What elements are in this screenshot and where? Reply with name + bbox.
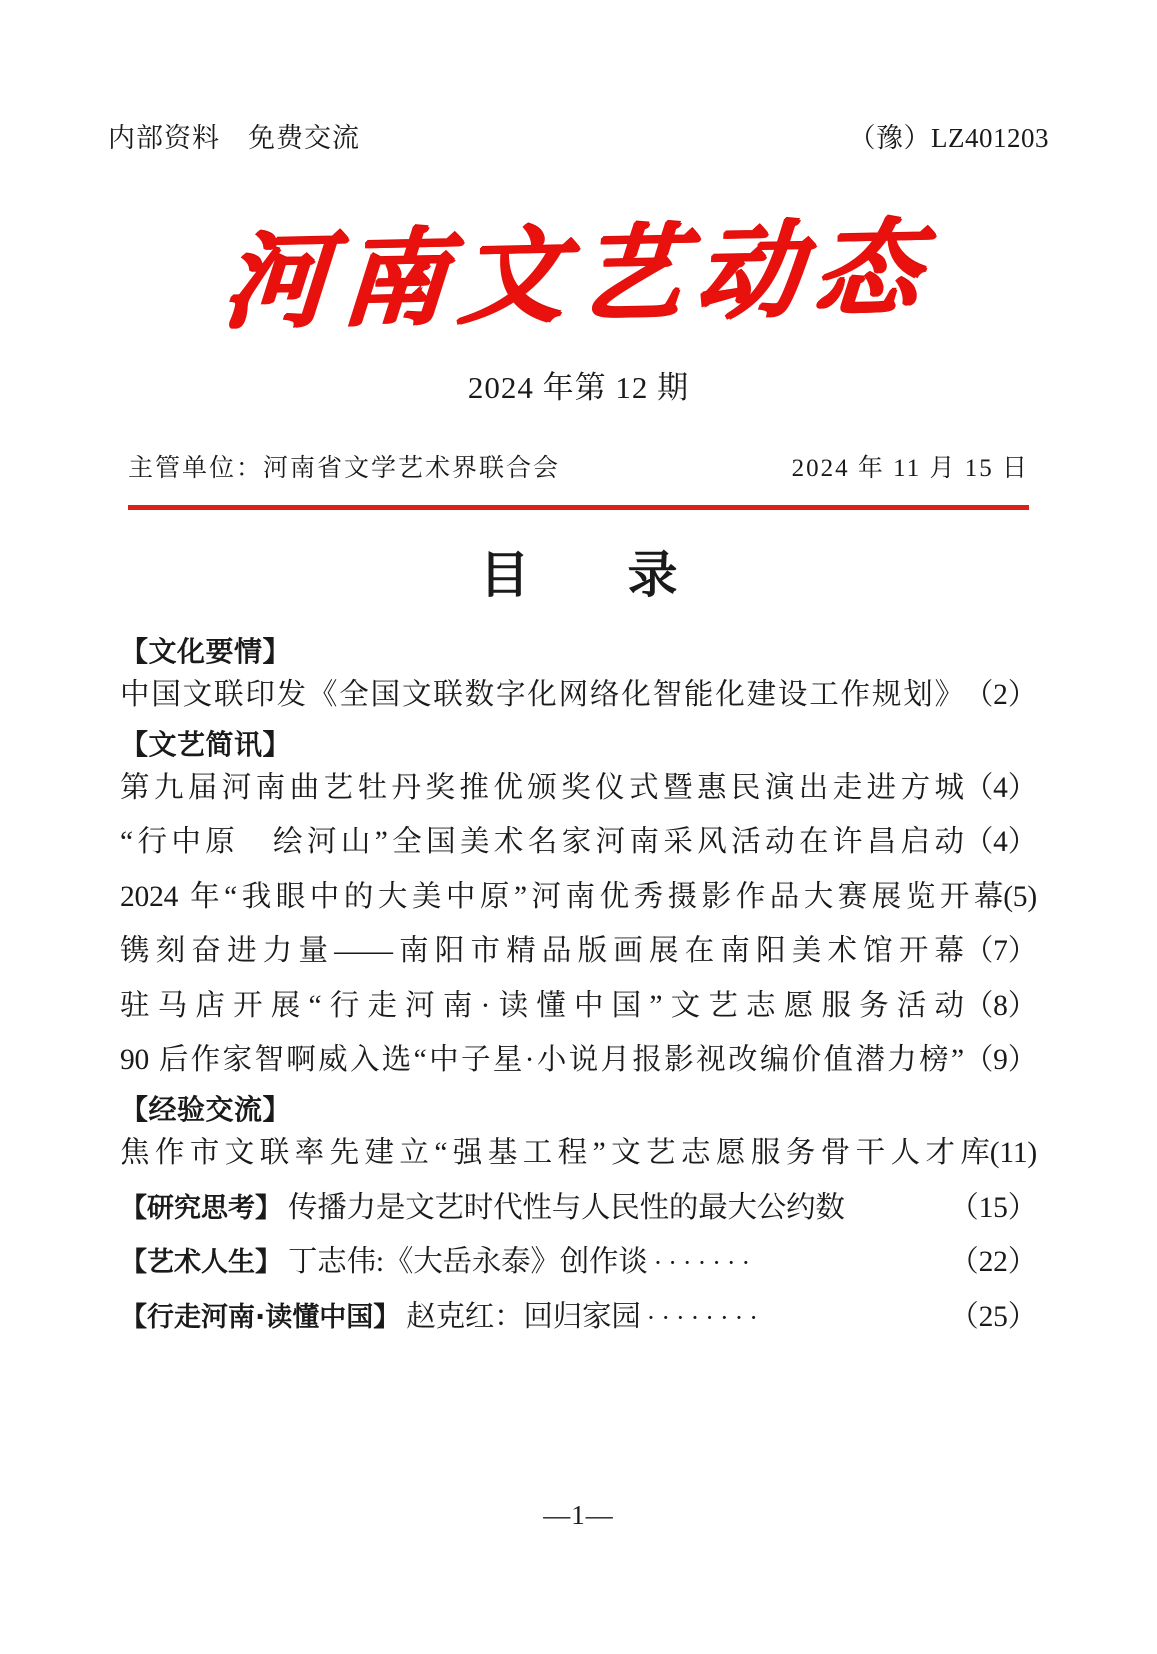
masthead-meta-row — [108, 116, 1049, 160]
toc-entry[interactable] — [120, 870, 1037, 925]
toc-leader-dots: ········ — [646, 1302, 764, 1332]
toc-entry[interactable] — [120, 1181, 1037, 1236]
toc-entry[interactable] — [120, 761, 1037, 816]
toc-entry-page: （9） — [963, 1044, 1037, 1077]
toc-entry-title: “行中原 绘河山”全国美术名家河南采风活动在许昌启动 — [120, 826, 964, 859]
red-divider-rule — [128, 505, 1029, 510]
toc-entry-title: 赵克红：回归家园 — [406, 1300, 641, 1333]
toc-entry-title: 驻马店开展“行走河南·读懂中国”文艺志愿服务活动 — [120, 989, 964, 1022]
registration-code: （豫）LZ401203 — [848, 123, 1049, 153]
toc-section-label-wenyijianxun: 【文艺简讯】 — [120, 727, 292, 761]
toc-entry-title: 90 后作家智啊威入选“中子星·小说月报影视改编价值潜力榜” — [120, 1044, 964, 1077]
toc-entry-title: 焦作市文联率先建立“强基工程”文艺志愿服务骨干人才库 — [120, 1136, 990, 1169]
toc-entry[interactable] — [120, 815, 1037, 870]
toc-heading: 目 录 — [479, 545, 702, 604]
toc-section-label-jingyanjiaoliu: 【经验交流】 — [120, 1092, 292, 1126]
publication-date: 2024 年 11 月 15 日 — [791, 455, 1029, 482]
toc-entry-page: （22） — [949, 1246, 1037, 1279]
table-of-contents — [120, 630, 1037, 1344]
toc-entry-tag: 【行走河南·读懂中国】 — [120, 1301, 401, 1333]
toc-entry-page: （15） — [949, 1191, 1037, 1224]
toc-entry-page: （4） — [963, 771, 1037, 804]
toc-entry[interactable] — [120, 1290, 1037, 1345]
page-number-footer: —1— — [543, 1500, 614, 1530]
toc-leader-dots: ······· — [653, 1248, 757, 1278]
toc-entry-title: 传播力是文艺时代性与人民性的最大公约数 — [288, 1191, 845, 1224]
toc-entry-tag: 【研究思考】 — [120, 1192, 282, 1224]
internal-material-notice: 内部资料 免费交流 — [108, 123, 360, 153]
toc-entry-page: (5) — [1003, 880, 1037, 913]
supervising-unit: 主管单位：河南省文学艺术界联合会 — [128, 455, 561, 482]
toc-entry[interactable] — [120, 979, 1037, 1034]
toc-entry[interactable] — [120, 668, 1037, 723]
toc-section-label-wenhuayaoqing: 【文化要情】 — [120, 635, 292, 668]
issue-number: 2024 年第 12 期 — [467, 370, 690, 405]
toc-entry-title: 中国文联印发《全国文联数字化网络化智能化建设工作规划》 — [120, 679, 964, 711]
toc-entry[interactable] — [120, 1235, 1037, 1290]
toc-entry-page: （7） — [963, 935, 1037, 968]
toc-entry-page: （4） — [963, 826, 1037, 859]
toc-entry-title: 丁志伟:《大岳永泰》创作谈 — [288, 1246, 648, 1279]
toc-entry-page: （2） — [963, 679, 1037, 711]
toc-entry[interactable] — [120, 924, 1037, 979]
toc-entry[interactable] — [120, 1126, 1037, 1181]
toc-entry-title: 2024 年“我眼中的大美中原”河南优秀摄影作品大赛展览开幕 — [120, 880, 1004, 913]
toc-entry-title: 第九届河南曲艺牡丹奖推优颁奖仪式暨惠民演出走进方城 — [120, 771, 964, 804]
toc-entry-page: (11) — [989, 1136, 1037, 1169]
publication-title: 河南文艺动态 — [219, 205, 937, 344]
toc-entry-title: 镌刻奋进力量——南阳市精品版画展在南阳美术馆开幕 — [120, 935, 964, 968]
toc-entry-page: （8） — [963, 989, 1037, 1022]
toc-entry-page: （25） — [949, 1300, 1037, 1333]
toc-entry-tag: 【艺术人生】 — [120, 1247, 282, 1279]
toc-entry[interactable] — [120, 1033, 1037, 1088]
publisher-row — [128, 448, 1029, 484]
